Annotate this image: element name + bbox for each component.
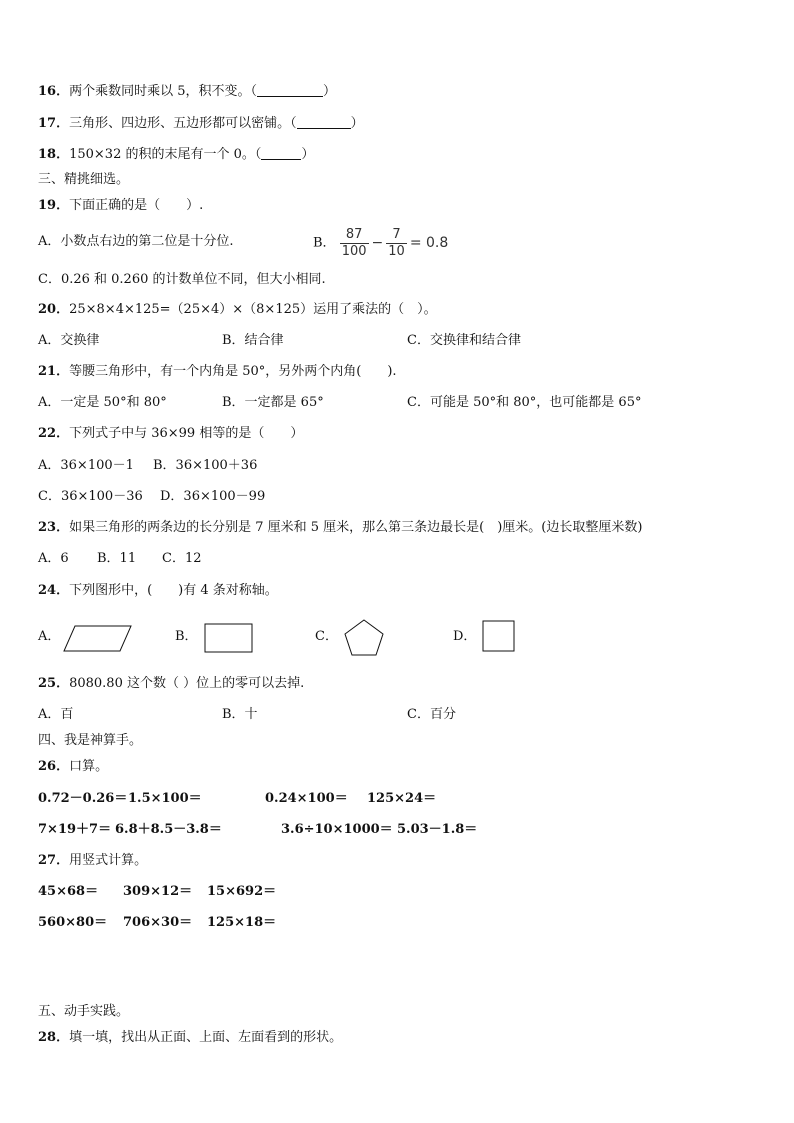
fraction-87-100 <box>340 227 369 260</box>
option-21a[interactable]: A．一定是 50°和 80° <box>38 395 167 410</box>
question-21 <box>38 364 397 380</box>
option-24c[interactable]: C． <box>315 629 338 644</box>
question-28 <box>38 1030 342 1046</box>
option-19b[interactable] <box>313 223 451 264</box>
question-text: 8080.80 这个数（ ）位上的零可以去掉. <box>69 676 305 691</box>
question-number: 19． <box>38 198 70 213</box>
calc-item: 45×68＝ <box>38 884 99 899</box>
pentagon-icon <box>343 619 385 657</box>
answer-blank[interactable] <box>297 116 351 129</box>
question-number: 24． <box>38 583 70 598</box>
question-text: 下列式子中与 36×99 相等的是（ ） <box>69 426 304 441</box>
question-number: 16． <box>38 84 70 99</box>
question-16 <box>38 84 336 100</box>
question-number: 27． <box>38 853 70 868</box>
question-number: 23． <box>38 520 70 535</box>
question-text: 填一填，找出从正面、上面、左面看到的形状。 <box>69 1030 343 1045</box>
question-text: 等腰三角形中，有一个内角是 50°，另外两个内角( ). <box>69 364 397 379</box>
question-26 <box>38 759 108 775</box>
question-text: 25×8×4×125=（25×4）×（8×125）运用了乘法的（ ）。 <box>69 302 437 317</box>
denominator: 10 <box>388 243 405 259</box>
question-number: 18． <box>38 147 70 162</box>
fraction-7-10 <box>386 227 407 260</box>
option-22c[interactable]: C．36×100－36 <box>38 489 143 504</box>
question-text: 三角形、四边形、五边形都可以密铺。（ <box>69 116 297 131</box>
calc-item: 5.03－1.8＝ <box>397 822 478 837</box>
option-20c[interactable]: C．交换律和结合律 <box>407 333 521 348</box>
minus-sign: − <box>371 235 384 251</box>
calc-item: 0.72－0.26＝ <box>38 791 128 806</box>
question-number: 25． <box>38 676 70 691</box>
calc-item: 6.8＋8.5－3.8＝ <box>115 822 222 837</box>
calc-item: 7×19＋7＝ <box>38 822 112 837</box>
option-24a[interactable]: A． <box>38 629 61 644</box>
option-25c[interactable]: C．百分 <box>407 707 456 722</box>
section-5-title: 五、动手实践。 <box>38 1004 130 1019</box>
calc-item: 309×12＝ <box>123 884 193 899</box>
numerator: 7 <box>392 226 401 242</box>
calc-item: 125×18＝ <box>207 915 277 930</box>
calc-item: 560×80＝ <box>38 915 108 930</box>
calc-item: 0.24×100＝ <box>265 791 348 806</box>
question-text: 用竖式计算。 <box>69 853 148 868</box>
question-23 <box>38 520 642 536</box>
calc-item: 1.5×100＝ <box>128 791 202 806</box>
result: = 0.8 <box>409 235 449 251</box>
question-number: 20． <box>38 302 70 317</box>
bracket-end: ） <box>323 84 337 99</box>
option-24b[interactable]: B． <box>175 629 198 644</box>
question-27 <box>38 853 147 869</box>
answer-blank[interactable] <box>261 147 301 160</box>
question-number: 28． <box>38 1030 70 1045</box>
denominator: 100 <box>341 243 367 259</box>
square-icon <box>482 620 516 652</box>
question-17 <box>38 116 364 132</box>
option-23c[interactable]: C．12 <box>162 551 202 566</box>
option-19c[interactable]: C．0.26 和 0.260 的计数单位不同，但大小相同. <box>38 272 326 287</box>
option-19a[interactable]: A．小数点右边的第二位是十分位. <box>38 234 234 249</box>
question-19 <box>38 198 203 214</box>
answer-blank[interactable] <box>257 84 323 97</box>
option-label: B． <box>313 235 336 251</box>
option-22d[interactable]: D．36×100－99 <box>160 489 266 504</box>
question-text: 两个乘数同时乘以 5，积不变。（ <box>69 84 257 99</box>
bracket-end: ） <box>301 147 315 162</box>
calc-item: 125×24＝ <box>367 791 437 806</box>
calc-item: 3.6÷10×1000＝ <box>281 822 393 837</box>
question-25 <box>38 676 304 692</box>
question-text: 下列图形中，( )有 4 条对称轴。 <box>69 583 278 598</box>
question-number: 22． <box>38 426 70 441</box>
option-25b[interactable]: B．十 <box>222 707 258 722</box>
question-text: 下面正确的是（ ）. <box>69 198 204 213</box>
question-number: 21． <box>38 364 70 379</box>
option-22b[interactable]: B．36×100＋36 <box>153 458 258 473</box>
question-24 <box>38 583 278 599</box>
question-number: 26． <box>38 759 70 774</box>
section-3-title: 三、精挑细选。 <box>38 172 130 187</box>
question-22 <box>38 426 303 442</box>
question-text: 150×32 的积的末尾有一个 0。（ <box>69 147 262 162</box>
option-23b[interactable]: B．11 <box>97 551 137 566</box>
calc-item: 706×30＝ <box>123 915 193 930</box>
option-21b[interactable]: B．一定都是 65° <box>222 395 324 410</box>
section-4-title: 四、我是神算手。 <box>38 733 143 748</box>
calc-item: 15×692＝ <box>207 884 277 899</box>
option-20b[interactable]: B．结合律 <box>222 333 284 348</box>
numerator: 87 <box>345 226 363 242</box>
option-25a[interactable]: A．百 <box>38 707 74 722</box>
question-number: 17． <box>38 116 70 131</box>
option-24d[interactable]: D． <box>453 629 477 644</box>
parallelogram-icon <box>63 624 133 654</box>
rectangle-icon <box>204 623 254 653</box>
question-text: 如果三角形的两条边的长分别是 7 厘米和 5 厘米，那么第三条边最长是( )厘米。(边长取整厘米数) <box>69 520 643 535</box>
bracket-end: ） <box>350 116 364 131</box>
option-20a[interactable]: A．交换律 <box>38 333 100 348</box>
question-text: 口算。 <box>69 759 109 774</box>
question-20 <box>38 302 437 318</box>
option-21c[interactable]: C．可能是 50°和 80°，也可能都是 65° <box>407 395 642 410</box>
option-22a[interactable]: A．36×100－1 <box>38 458 134 473</box>
option-23a[interactable]: A．6 <box>38 551 69 566</box>
question-18 <box>38 147 314 163</box>
